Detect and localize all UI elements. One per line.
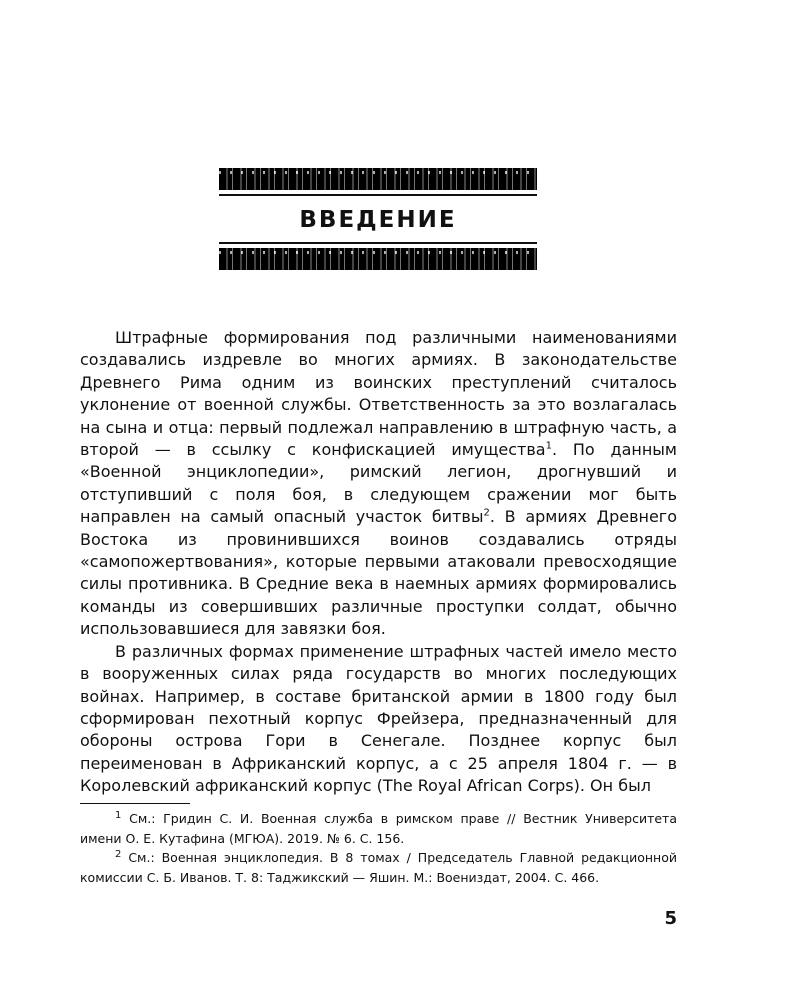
top-rule	[219, 194, 537, 196]
footnote-1-marker: 1	[115, 809, 122, 821]
page-number: 5	[664, 908, 677, 929]
body-text	[80, 327, 677, 798]
footnote-1-text: См.: Гридин С. И. Военная служба в римском праве // Вестник Университета имени О. Е. Кутафина (МГЮА). 2019. № 6. С. 156.	[80, 811, 677, 846]
footnotes	[80, 809, 677, 887]
paragraph-1-text-c: . В армиях Древнего Востока из провинившихся воинов создавались отряды «самопожертвования», которые первыми атаковали превосходящие силы противника. В Средние века в наемных армиях формировались команды из совершивших различные проступки солдат, обычно использовавшиеся для завязки боя.	[80, 507, 677, 639]
paragraph-1	[80, 327, 677, 641]
footnote-2-marker: 2	[115, 848, 122, 860]
footnote-1	[80, 809, 677, 848]
chapter-heading	[219, 168, 537, 270]
paragraph-2: В различных формах применение штрафных частей имело место в вооруженных силах ряда государств во многих последующих войнах. Например, в составе британской армии в 1800 году был сформирован пехотный корпус Фрейзера, предназначенный для обороны острова Гори в Сенегале. Позднее корпус был переименован в Африканский корпус, а с 25 апреля 1804 г. — в Королевский африканский корпус (The Royal African Corps). Он был	[80, 641, 677, 796]
footnote-ref-1: 1	[545, 440, 552, 452]
footnote-separator	[80, 803, 190, 804]
bottom-rule	[219, 242, 537, 244]
bottom-ornament-band	[219, 248, 537, 270]
paragraph-1-text-b: . По данным «Военной энциклопедии», римский легион, дрогнувший и отступивший с поля боя, в следующем сражении мог быть направлен на самый опасный участок битвы	[80, 440, 677, 527]
footnote-ref-2: 2	[483, 507, 490, 519]
footnote-2	[80, 848, 677, 887]
top-ornament-band	[219, 168, 537, 190]
page-title: ВВЕДЕНИЕ	[299, 207, 457, 233]
footnote-2-text: См.: Военная энциклопедия. В 8 томах / Председатель Главной редакционной комиссии С. Б. Иванов. Т. 8: Таджикский — Яшин. М.: Воениздат, 2004. С. 466.	[80, 850, 677, 885]
paragraph-1-text-a: Штрафные формирования под различными наименованиями создавались издревле во многих армиях. В законодательстве Древнего Рима одним из воинских преступлений считалось уклонение от военной службы. Ответственность за это возлагалась на сына и отца: первый подлежал направлению в штрафную часть, а второй — в ссылку с конфискацией имущества	[80, 328, 677, 460]
